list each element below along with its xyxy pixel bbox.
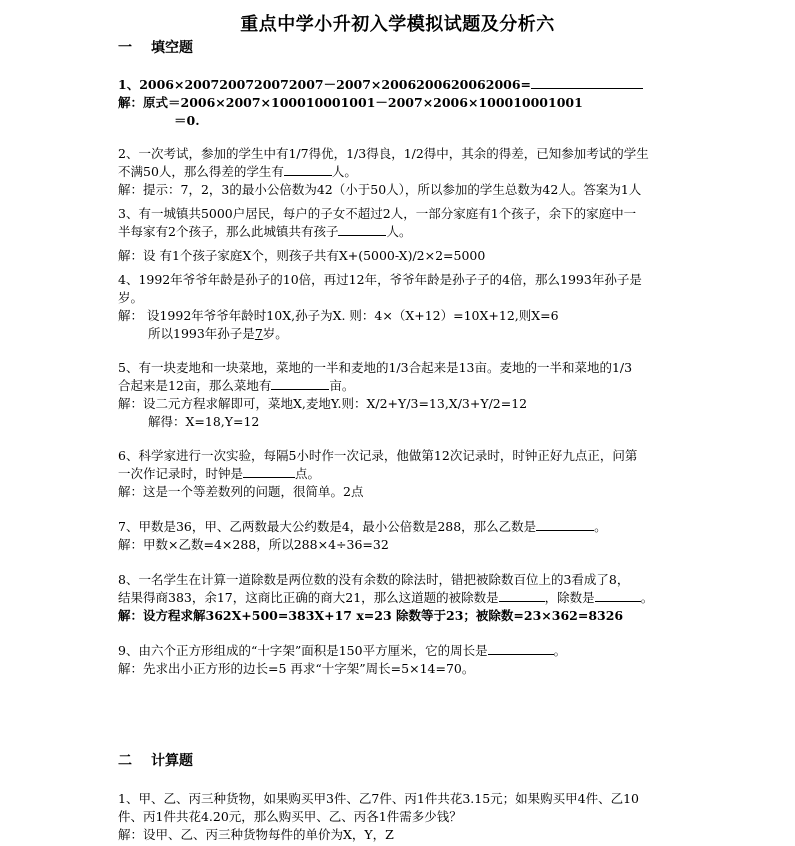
q7-end: 。 [594, 519, 607, 534]
calc-q1-solution: 解：设甲、乙、丙三种货物每件的单价为X，Y，Z [118, 827, 394, 842]
q4-answer-value: 7 [254, 326, 263, 341]
q8-text-line2 [118, 589, 653, 607]
q8-end: 。 [640, 590, 654, 605]
q5-text-line1: 5、有一块麦地和一块菜地，菜地的一半和麦地的1/3合起来是13亩。麦地的一半和菜地的1/3 [118, 360, 633, 375]
q6-text-line2 [118, 465, 320, 483]
q4-solution: 解： 设1992年爷爷年龄时10X,孙子为X. 则：4×（X+12）=10X+12,则X=6 [118, 308, 559, 323]
q5-statement: 合起来是12亩，那么菜地有 [118, 378, 272, 393]
q6-statement: 一次作记录时，时钟是 [118, 466, 244, 481]
q3-text-line1: 3、有一城镇共5000户居民，每户的子女不超过2人，一部分家庭有1个孩子，余下的家庭中一 [118, 206, 637, 221]
q3-unit: 人。 [386, 224, 412, 239]
q5-unit: 亩。 [329, 378, 355, 393]
calc-q1-text-line2: 件、丙1件共花4.20元，那么购买甲、乙、丙各1件需多少钱？ [118, 809, 462, 824]
q1-text [118, 76, 643, 94]
answer-blank [488, 642, 554, 655]
q4-text-line2: 岁。 [118, 290, 144, 305]
answer-blank [284, 163, 332, 176]
q2-solution: 解：提示：7，2，3的最小公倍数为42（小于50人），所以参加的学生总数为42人。答案为1人 [118, 182, 642, 197]
q8-text-line1: 8、一名学生在计算一道除数是两位数的没有余数的除法时，错把被除数百位上的3看成了8， [118, 572, 630, 587]
answer-blank [531, 76, 643, 89]
q1-statement: 1、2006×2007200720072007－2007×2006200620062006= [118, 77, 532, 92]
section-heading-calculation [118, 750, 193, 770]
q8-divisor-label: ，除数是 [544, 590, 595, 605]
section-heading-fill-in [118, 37, 193, 57]
q5-text-line2 [118, 377, 354, 395]
q1-solution: 解：原式＝2006×2007×100010001001－2007×2006×100010001001 [118, 95, 583, 110]
q6-solution: 解：这是一个等差数列的问题，很简单。2点 [118, 484, 364, 499]
q2-unit: 人。 [331, 164, 357, 179]
answer-blank [338, 223, 386, 236]
q4-text-line1: 4、1992年爷爷年龄是孙子的10倍，再过12年，爷爷年龄是孙子子的4倍，那么1993年孙子是 [118, 272, 642, 287]
q3-statement: 半每家有2个孩子，那么此城镇共有孩子 [118, 224, 339, 239]
answer-blank-divisor [595, 589, 641, 602]
section-number: 二 [118, 753, 132, 769]
answer-blank-dividend [499, 589, 545, 602]
q6-unit: 点。 [295, 466, 321, 481]
q9-statement: 9、由六个正方形组成的“十字架”面积是150平方厘米，它的周长是 [118, 643, 488, 658]
q3-text-line2 [118, 223, 411, 241]
page-title: 重点中学小升初入学模拟试题及分析六 [240, 14, 555, 35]
q2-text-line2 [118, 163, 357, 181]
q4-answer-text: 所以1993年孙子是 [148, 326, 255, 341]
q2-statement: 不满50人，那么得差的学生有 [118, 164, 284, 179]
q8-solution: 解：设方程求解362X+500=383X+17 x=23 除数等于23；被除数=23×362=8326 [118, 608, 624, 623]
q9-end: 。 [553, 643, 567, 658]
q6-text-line1: 6、科学家进行一次实验，每隔5小时作一次记录，他做第12次记录时，时钟正好九点正，问第 [118, 448, 638, 463]
q5-solution-result: 解得：X=18,Y=12 [148, 414, 260, 429]
q9-solution: 解：先求出小正方形的边长=5 再求“十字架”周长=5×14=70。 [118, 661, 475, 676]
q7-solution: 解：甲数×乙数=4×288，所以288×4÷36=32 [118, 537, 389, 552]
q1-solution-result: ＝0. [174, 113, 200, 128]
q4-solution-answer [148, 325, 288, 343]
section-label: 填空题 [151, 40, 193, 56]
answer-blank [536, 518, 594, 531]
q2-text-line1: 2、一次考试，参加的学生中有1/7得优，1/3得良，1/2得中，其余的得差，已知参加考试的学生 [118, 146, 649, 161]
q8-statement: 结果得商383，余17，这商比正确的商大21，那么这道题的被除数是 [118, 590, 499, 605]
q9-text [118, 642, 566, 660]
q3-solution: 解：设 有1个孩子家庭X个，则孩子共有X+(5000-X)/2×2=5000 [118, 248, 486, 263]
q7-text [118, 518, 607, 536]
calc-q1-text-line1: 1、甲、乙、丙三种货物，如果购买甲3件、乙7件、丙1件共花3.15元；如果购买甲4件、乙10 [118, 791, 640, 806]
answer-blank [271, 377, 329, 390]
answer-blank [243, 465, 295, 478]
section-label: 计算题 [151, 753, 193, 769]
q7-statement: 7、甲数是36，甲、乙两数最大公约数是4，最小公倍数是288，那么乙数是 [118, 519, 537, 534]
q5-solution: 解：设二元方程求解即可，菜地X,麦地Y.则：X/2+Y/3=13,X/3+Y/2=12 [118, 396, 528, 411]
q4-answer-unit: 岁。 [262, 326, 288, 341]
section-number: 一 [118, 40, 132, 56]
